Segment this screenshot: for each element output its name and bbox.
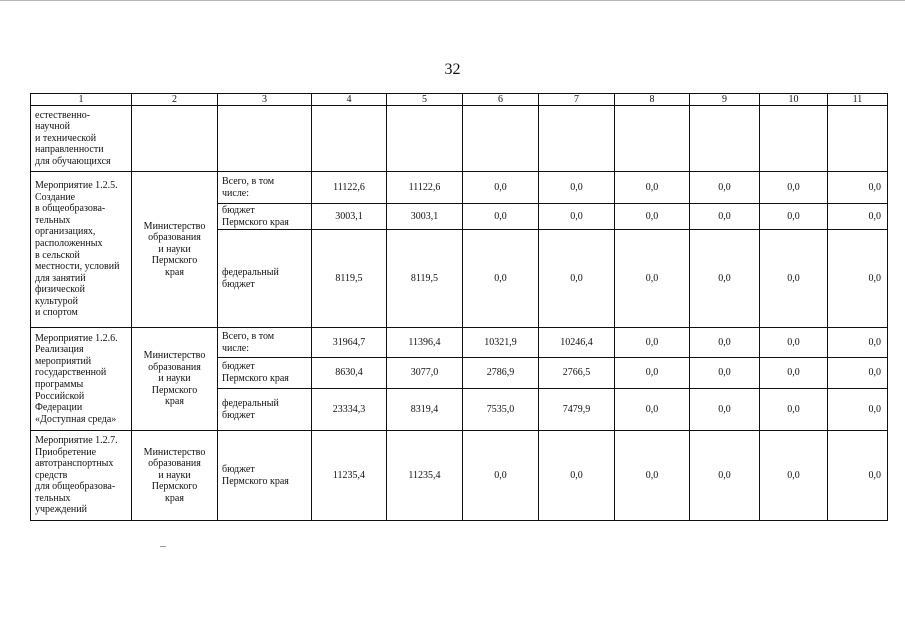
value-cell: 0,0 (463, 431, 539, 521)
value-cell: 0,0 (463, 204, 539, 230)
value-cell: 0,0 (690, 358, 760, 389)
empty-cell (828, 106, 888, 172)
funding-source: федеральный бюджет (218, 389, 312, 431)
value-cell: 0,0 (760, 230, 828, 328)
column-number: 6 (463, 94, 539, 106)
value-cell: 0,0 (539, 204, 615, 230)
value-cell: 7535,0 (463, 389, 539, 431)
empty-cell (387, 106, 463, 172)
value-cell: 0,0 (760, 358, 828, 389)
empty-cell (132, 106, 218, 172)
value-cell: 8319,4 (387, 389, 463, 431)
value-cell: 11122,6 (312, 172, 387, 204)
column-number: 1 (31, 94, 132, 106)
funding-source: Всего, в том числе: (218, 328, 312, 358)
value-cell: 8119,5 (387, 230, 463, 328)
empty-cell (218, 106, 312, 172)
value-cell: 8119,5 (312, 230, 387, 328)
scan-mark (160, 546, 166, 547)
value-cell: 0,0 (760, 204, 828, 230)
funding-source: Всего, в том числе: (218, 172, 312, 204)
value-cell: 11235,4 (387, 431, 463, 521)
value-cell: 0,0 (690, 431, 760, 521)
value-cell: 3003,1 (312, 204, 387, 230)
value-cell: 10321,9 (463, 328, 539, 358)
value-cell: 3077,0 (387, 358, 463, 389)
value-cell: 0,0 (539, 431, 615, 521)
value-cell: 23334,3 (312, 389, 387, 431)
value-cell: 0,0 (615, 172, 690, 204)
value-cell: 2786,9 (463, 358, 539, 389)
value-cell: 2766,5 (539, 358, 615, 389)
value-cell: 0,0 (539, 172, 615, 204)
value-cell: 11122,6 (387, 172, 463, 204)
table-row (31, 328, 888, 358)
value-cell: 31964,7 (312, 328, 387, 358)
column-number: 10 (760, 94, 828, 106)
value-cell: 3003,1 (387, 204, 463, 230)
value-cell: 0,0 (690, 389, 760, 431)
value-cell: 0,0 (463, 172, 539, 204)
event-name: Мероприятие 1.2.6. Реализация мероприятий государственной программы Российской Федерации «Доступная среда» (31, 328, 132, 431)
value-cell: 8630,4 (312, 358, 387, 389)
column-number: 8 (615, 94, 690, 106)
value-cell: 11235,4 (312, 431, 387, 521)
column-number: 3 (218, 94, 312, 106)
column-number: 9 (690, 94, 760, 106)
value-cell: 7479,9 (539, 389, 615, 431)
page-number: 32 (444, 61, 461, 78)
funding-source: бюджет Пермского края (218, 358, 312, 389)
value-cell: 0,0 (760, 389, 828, 431)
value-cell: 0,0 (828, 204, 888, 230)
empty-cell (760, 106, 828, 172)
column-number-row (31, 94, 888, 106)
empty-cell (463, 106, 539, 172)
column-number: 7 (539, 94, 615, 106)
value-cell: 0,0 (760, 328, 828, 358)
top-border-line (0, 0, 905, 1)
funding-source: федеральный бюджет (218, 230, 312, 328)
column-number: 4 (312, 94, 387, 106)
value-cell: 11396,4 (387, 328, 463, 358)
table-row (31, 431, 888, 521)
value-cell: 0,0 (615, 431, 690, 521)
executor-name: Министерство образования и науки Пермского края (132, 328, 218, 431)
value-cell: 0,0 (615, 328, 690, 358)
value-cell: 0,0 (760, 172, 828, 204)
value-cell: 10246,4 (539, 328, 615, 358)
empty-cell (539, 106, 615, 172)
value-cell: 0,0 (539, 230, 615, 328)
executor-name: Министерство образования и науки Пермского края (132, 172, 218, 328)
value-cell: 0,0 (690, 204, 760, 230)
value-cell: 0,0 (615, 230, 690, 328)
event-name: Мероприятие 1.2.5. Создание в общеобразова- тельных организациях, расположенных в сельской местности, условий для занятий физической культурой и спортом (31, 172, 132, 328)
value-cell: 0,0 (828, 230, 888, 328)
funding-source: бюджет Пермского края (218, 204, 312, 230)
table-row (31, 172, 888, 204)
table-row (31, 106, 888, 172)
value-cell: 0,0 (828, 172, 888, 204)
value-cell: 0,0 (615, 204, 690, 230)
column-number: 5 (387, 94, 463, 106)
empty-cell (615, 106, 690, 172)
funding-source: бюджет Пермского края (218, 431, 312, 521)
event-name: Мероприятие 1.2.7. Приобретение автотранспортных средств для общеобразова- тельных учреждений (31, 431, 132, 521)
empty-cell (690, 106, 760, 172)
value-cell: 0,0 (690, 328, 760, 358)
column-number: 11 (828, 94, 888, 106)
value-cell: 0,0 (828, 328, 888, 358)
column-number: 2 (132, 94, 218, 106)
event-name: естественно- научной и технической направленности для обучающихся (31, 106, 132, 172)
value-cell: 0,0 (828, 358, 888, 389)
value-cell: 0,0 (615, 358, 690, 389)
executor-name: Министерство образования и науки Пермского края (132, 431, 218, 521)
value-cell: 0,0 (690, 230, 760, 328)
value-cell: 0,0 (828, 431, 888, 521)
budget-table (30, 93, 888, 521)
value-cell: 0,0 (463, 230, 539, 328)
value-cell: 0,0 (690, 172, 760, 204)
value-cell: 0,0 (828, 389, 888, 431)
value-cell: 0,0 (615, 389, 690, 431)
empty-cell (312, 106, 387, 172)
value-cell: 0,0 (760, 431, 828, 521)
